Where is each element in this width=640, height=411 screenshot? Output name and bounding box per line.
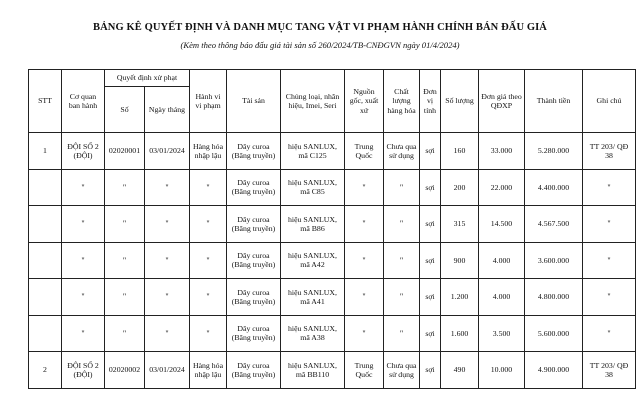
header-decision-no: Số [105, 87, 145, 133]
cell-type: hiệu SANLUX, mã BB110 [281, 352, 345, 389]
cell-agency: " [62, 279, 105, 316]
cell-type: hiệu SANLUX, mã A41 [281, 279, 345, 316]
cell-quantity: 490 [441, 352, 479, 389]
cell-agency: " [62, 169, 105, 206]
cell-amount: 4.900.000 [525, 352, 583, 389]
cell-quality: Chưa qua sử dụng [384, 133, 420, 170]
table-row [29, 352, 636, 389]
cell-decision-date: " [145, 315, 190, 352]
cell-note: TT 203/ QĐ 38 [583, 352, 636, 389]
cell-type: hiệu SANLUX, mã C125 [281, 133, 345, 170]
cell-stt [29, 315, 62, 352]
cell-unit: sợi [420, 206, 441, 243]
header-amount: Thành tiền [525, 70, 583, 133]
cell-asset: Dây curoa (Băng truyền) [227, 242, 281, 279]
cell-asset: Dây curoa (Băng truyền) [227, 279, 281, 316]
cell-decision-no: 02020001 [105, 133, 145, 170]
cell-decision-date: 03/01/2024 [145, 133, 190, 170]
cell-unit-price: 3.500 [479, 315, 525, 352]
cell-type: hiệu SANLUX, mã B86 [281, 206, 345, 243]
cell-stt [29, 279, 62, 316]
cell-stt: 1 [29, 133, 62, 170]
cell-decision-date: " [145, 169, 190, 206]
cell-decision-no: " [105, 315, 145, 352]
cell-note: " [583, 315, 636, 352]
cell-quantity: 160 [441, 133, 479, 170]
cell-agency: " [62, 242, 105, 279]
cell-type: hiệu SANLUX, mã C85 [281, 169, 345, 206]
cell-quantity: 1.600 [441, 315, 479, 352]
cell-quality: " [384, 315, 420, 352]
header-quantity: Số lượng [441, 70, 479, 133]
cell-decision-no: " [105, 279, 145, 316]
cell-unit: sợi [420, 315, 441, 352]
cell-quality: Chưa qua sử dụng [384, 352, 420, 389]
cell-origin: " [345, 279, 384, 316]
header-note: Ghi chú [583, 70, 636, 133]
cell-origin: " [345, 242, 384, 279]
cell-origin: " [345, 206, 384, 243]
header-violation: Hành vi vi phạm [190, 70, 227, 133]
cell-origin: " [345, 315, 384, 352]
cell-unit: sợi [420, 242, 441, 279]
cell-stt [29, 242, 62, 279]
cell-decision-no: 02020002 [105, 352, 145, 389]
cell-decision-no: " [105, 242, 145, 279]
cell-asset: Dây curoa (Băng truyền) [227, 133, 281, 170]
cell-agency: ĐỘI SỐ 2 (ĐỘI) [62, 352, 105, 389]
asset-table [28, 69, 636, 389]
cell-agency: " [62, 206, 105, 243]
cell-decision-no: " [105, 169, 145, 206]
cell-note: TT 203/ QĐ 38 [583, 133, 636, 170]
cell-violation: " [190, 206, 227, 243]
header-type: Chủng loại, nhãn hiệu, Imei, Seri [281, 70, 345, 133]
cell-origin: Trung Quốc [345, 133, 384, 170]
cell-origin: Trung Quốc [345, 352, 384, 389]
cell-unit: sợi [420, 352, 441, 389]
cell-unit-price: 33.000 [479, 133, 525, 170]
cell-amount: 4.400.000 [525, 169, 583, 206]
cell-unit: sợi [420, 133, 441, 170]
cell-note: " [583, 206, 636, 243]
cell-quantity: 1.200 [441, 279, 479, 316]
cell-violation: Hàng hóa nhập lậu [190, 352, 227, 389]
cell-amount: 5.600.000 [525, 315, 583, 352]
cell-quantity: 315 [441, 206, 479, 243]
cell-quality: " [384, 242, 420, 279]
cell-quality: " [384, 279, 420, 316]
header-agency: Cơ quan ban hành [62, 70, 105, 133]
cell-stt [29, 206, 62, 243]
cell-quantity: 900 [441, 242, 479, 279]
cell-amount: 4.567.500 [525, 206, 583, 243]
document-subtitle: (Kèm theo thông báo đấu giá tài sản số 260/2024/TB-CNĐGVN ngày 01/4/2024) [180, 40, 460, 50]
cell-decision-date: " [145, 206, 190, 243]
header-decision-date: Ngày tháng [145, 87, 190, 133]
header-origin: Nguồn gốc, xuất xứ [345, 70, 384, 133]
cell-origin: " [345, 169, 384, 206]
cell-decision-no: " [105, 206, 145, 243]
cell-unit-price: 10.000 [479, 352, 525, 389]
header-asset: Tài sản [227, 70, 281, 133]
cell-violation: " [190, 169, 227, 206]
cell-decision-date: " [145, 242, 190, 279]
table-row [29, 169, 636, 206]
cell-quality: " [384, 206, 420, 243]
cell-note: " [583, 279, 636, 316]
header-stt: STT [29, 70, 62, 133]
cell-unit-price: 22.000 [479, 169, 525, 206]
cell-agency: " [62, 315, 105, 352]
cell-asset: Dây curoa (Băng truyền) [227, 206, 281, 243]
cell-note: " [583, 242, 636, 279]
header-quality: Chất lượng hàng hóa [384, 70, 420, 133]
cell-asset: Dây curoa (Băng truyền) [227, 352, 281, 389]
cell-quality: " [384, 169, 420, 206]
cell-asset: Dây curoa (Băng truyền) [227, 315, 281, 352]
cell-unit-price: 14.500 [479, 206, 525, 243]
table-row [29, 206, 636, 243]
cell-agency: ĐỘI SỐ 2 (ĐỘI) [62, 133, 105, 170]
cell-decision-date: 03/01/2024 [145, 352, 190, 389]
cell-type: hiệu SANLUX, mã A42 [281, 242, 345, 279]
document-title: BẢNG KÊ QUYẾT ĐỊNH VÀ DANH MỤC TANG VẬT VI PHẠM HÀNH CHÍNH BÁN ĐẤU GIÁ [93, 22, 547, 33]
cell-unit-price: 4.000 [479, 242, 525, 279]
cell-violation: " [190, 315, 227, 352]
cell-stt [29, 169, 62, 206]
cell-unit: sợi [420, 169, 441, 206]
table-row [29, 279, 636, 316]
cell-asset: Dây curoa (Băng truyền) [227, 169, 281, 206]
header-unit-price: Đơn giá theo QĐXP [479, 70, 525, 133]
cell-unit-price: 4.000 [479, 279, 525, 316]
cell-violation: " [190, 279, 227, 316]
cell-type: hiệu SANLUX, mã A38 [281, 315, 345, 352]
cell-amount: 4.800.000 [525, 279, 583, 316]
cell-amount: 3.600.000 [525, 242, 583, 279]
cell-unit: sợi [420, 279, 441, 316]
table-header-row [29, 70, 636, 87]
cell-quantity: 200 [441, 169, 479, 206]
cell-amount: 5.280.000 [525, 133, 583, 170]
table-row [29, 242, 636, 279]
table-row [29, 133, 636, 170]
table-row [29, 315, 636, 352]
cell-decision-date: " [145, 279, 190, 316]
cell-violation: " [190, 242, 227, 279]
header-unit: Đơn vị tính [420, 70, 441, 133]
cell-violation: Hàng hóa nhập lậu [190, 133, 227, 170]
header-decision-group: Quyết định xử phạt [105, 70, 190, 87]
cell-stt: 2 [29, 352, 62, 389]
cell-note: " [583, 169, 636, 206]
